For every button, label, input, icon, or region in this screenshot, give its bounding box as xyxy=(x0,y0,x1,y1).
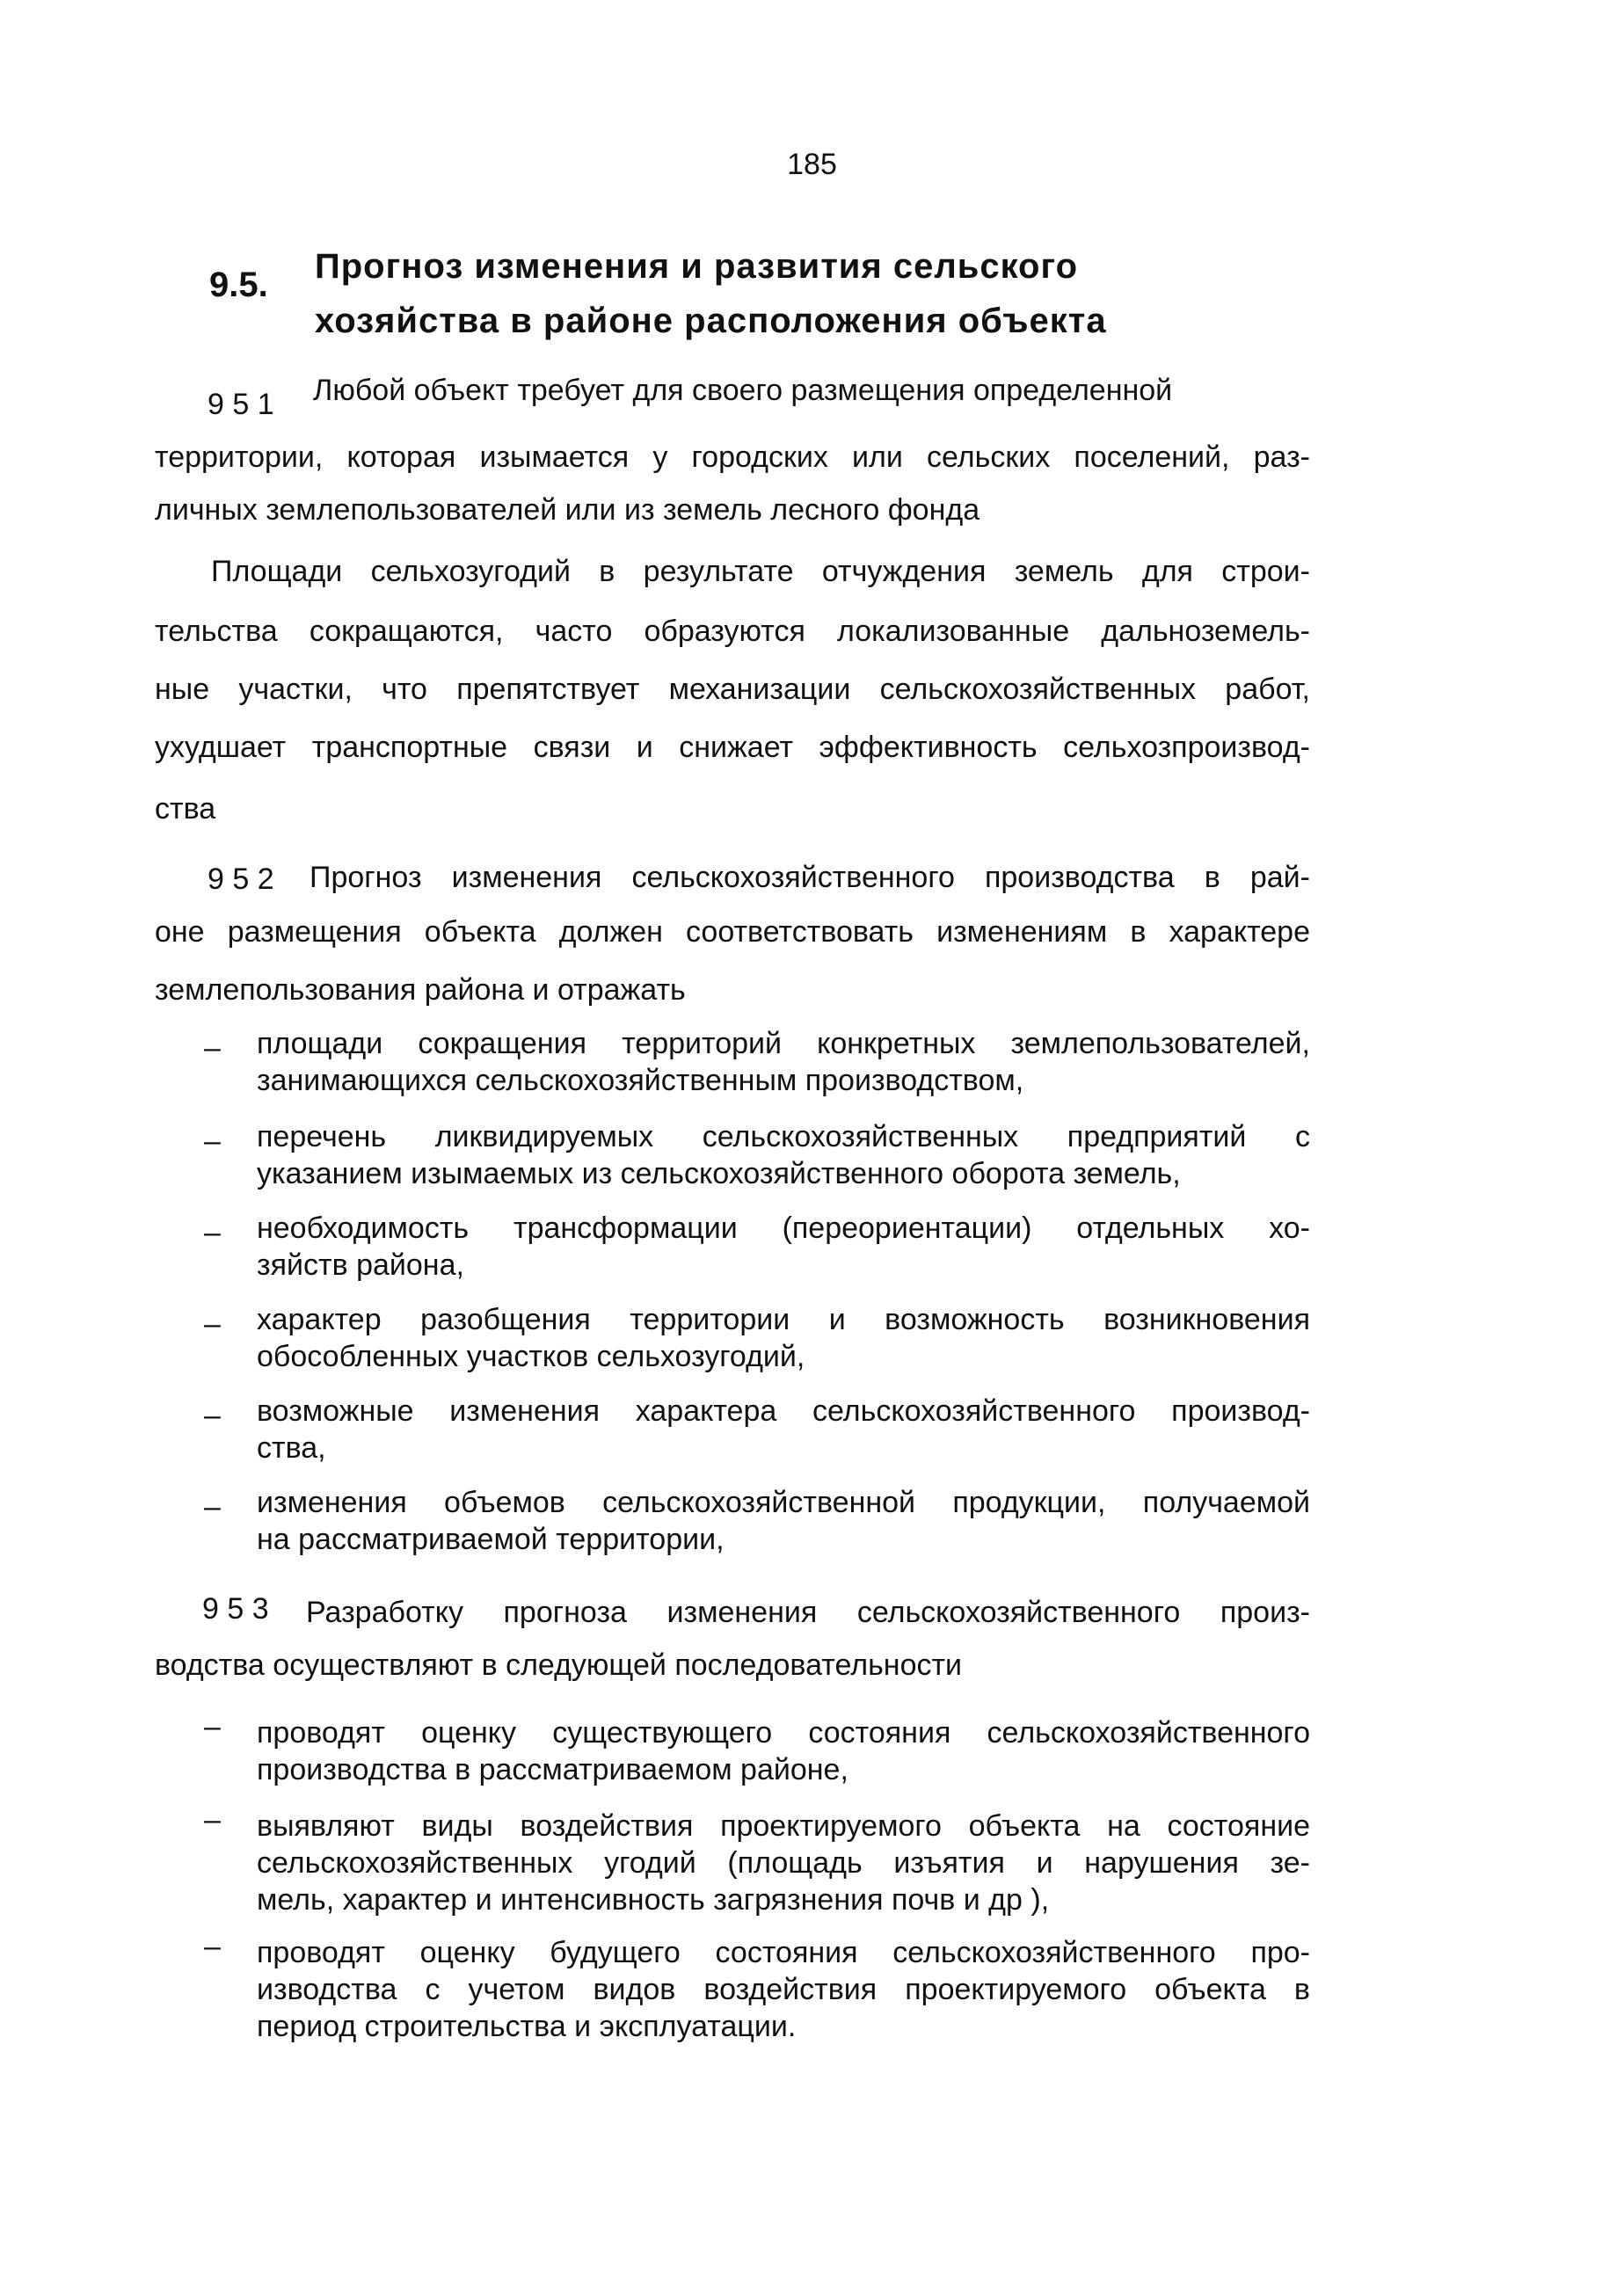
list-item: перечень ликвидируемых сельскохозяйственных предприятий с указанием изымаемых из сельскохозяйственного оборота земель, xyxy=(257,1120,1310,1190)
text-line: Разработку прогноза изменения сельскохозяйственного произ- xyxy=(306,1596,1310,1629)
list-dash: – xyxy=(204,1031,221,1065)
section-title-line: Прогноз изменения и развития сельского xyxy=(315,247,1079,286)
list-dash: – xyxy=(204,1930,221,1963)
list-dash: – xyxy=(204,1124,221,1158)
list-item: площади сокращения территорий конкретных землепользователей, занимающихся сельскохозяйственным производством, xyxy=(257,1027,1310,1097)
text-line: ные участки, что препятствует механизации сельскохозяйственных работ, xyxy=(155,673,1310,706)
text-line: Прогноз изменения сельскохозяйственного производства в рай- xyxy=(310,861,1310,894)
section-title-line: хозяйства в районе расположения объекта xyxy=(315,302,1107,340)
list-item: необходимость трансформации (переориентации) отдельных хо- зяйств района, xyxy=(257,1211,1310,1282)
section-title xyxy=(315,239,1107,348)
text-line: ухудшает транспортные связи и снижает эффективность сельхозпроизвод- xyxy=(155,731,1310,764)
text-line: землепользования района и отражать xyxy=(155,973,686,1007)
list-item: проводят оценку будущего состояния сельскохозяйственного про- изводства с учетом видов воздействия проектируемого объекта в период строительства и эксплуатации. xyxy=(257,1936,1310,2043)
list-dash: – xyxy=(204,1803,221,1837)
text-line: личных землепользователей или из земель лесного фонда xyxy=(155,493,980,527)
list-item: выявляют виды воздействия проектируемого объекта на состояние сельскохозяйственных угодий (площадь изъятия и нарушения зе- мель, характер и интенсивность загрязнения почв и др ), xyxy=(257,1809,1310,1917)
paragraph-number: 9 5 1 xyxy=(208,388,274,421)
list-dash: – xyxy=(204,1399,221,1432)
text-line: территории, которая изымается у городских или сельских поселений, раз- xyxy=(155,440,1310,474)
text-line: ства xyxy=(155,792,216,826)
list-item: возможные изменения характера сельскохозяйственного производ- ства, xyxy=(257,1394,1310,1465)
page-number: 185 xyxy=(787,148,837,181)
section-number: 9.5. xyxy=(209,266,268,304)
list-dash: – xyxy=(204,1710,221,1743)
paragraph-number: 9 5 3 xyxy=(202,1592,269,1626)
list-dash: – xyxy=(204,1307,221,1341)
list-dash: – xyxy=(204,1216,221,1249)
paragraph-number: 9 5 2 xyxy=(208,862,274,896)
text-line: водства осуществляют в следующей последовательности xyxy=(155,1648,963,1682)
text-line: оне размещения объекта должен соответствовать изменениям в характере xyxy=(155,915,1310,949)
text-line: Любой объект требует для своего размещения определенной xyxy=(313,374,1173,407)
text-line: Площади сельхозугодий в результате отчуждения земель для строи- xyxy=(211,555,1310,588)
list-item: характер разобщения территории и возможность возникновения обособленных участков сельхозугодий, xyxy=(257,1303,1310,1373)
list-item: изменения объемов сельскохозяйственной продукции, получаемой на рассматриваемой территории, xyxy=(257,1486,1310,1556)
list-dash: – xyxy=(204,1490,221,1524)
text-line: тельства сокращаются, часто образуются локализованные дальноземель- xyxy=(155,615,1310,648)
list-item: проводят оценку существующего состояния сельскохозяйственного производства в рассматриваемом районе, xyxy=(257,1716,1310,1786)
